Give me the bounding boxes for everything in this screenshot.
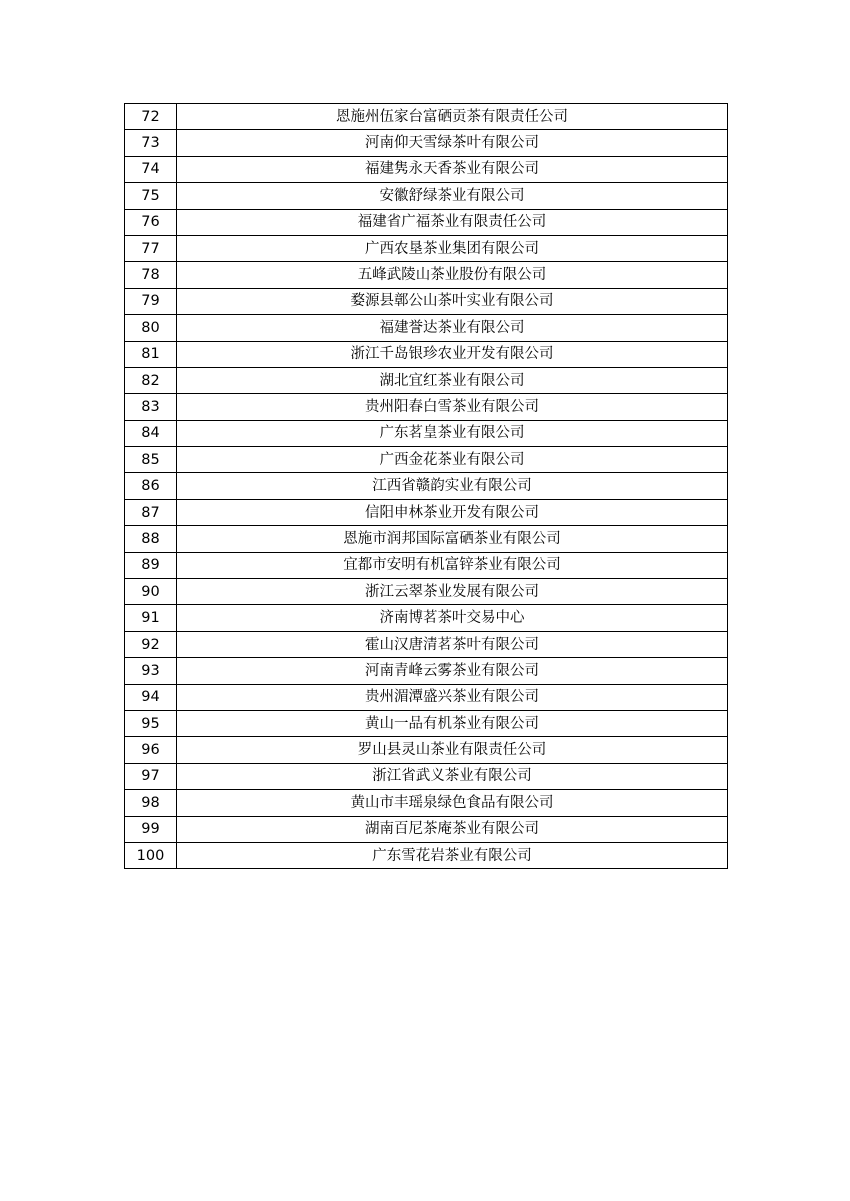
table-row <box>125 288 728 314</box>
table-row <box>125 341 728 367</box>
table-row <box>125 156 728 182</box>
table-row <box>125 209 728 235</box>
row-number: 93 <box>125 658 177 684</box>
company-name: 宜都市安明有机富锌茶业有限公司 <box>177 552 728 578</box>
company-list-table <box>124 103 728 869</box>
company-name: 五峰武陵山茶业股份有限公司 <box>177 262 728 288</box>
table-row <box>125 579 728 605</box>
company-name: 浙江省武义茶业有限公司 <box>177 763 728 789</box>
table-row <box>125 473 728 499</box>
row-number: 92 <box>125 631 177 657</box>
row-number: 76 <box>125 209 177 235</box>
table-row <box>125 816 728 842</box>
company-name: 广东茗皇茶业有限公司 <box>177 420 728 446</box>
table-row <box>125 763 728 789</box>
row-number: 97 <box>125 763 177 789</box>
table-row <box>125 631 728 657</box>
row-number: 73 <box>125 130 177 156</box>
company-name: 恩施市润邦国际富硒茶业有限公司 <box>177 526 728 552</box>
table-row <box>125 842 728 868</box>
row-number: 100 <box>125 842 177 868</box>
row-number: 74 <box>125 156 177 182</box>
company-name: 广东雪花岩茶业有限公司 <box>177 842 728 868</box>
table-row <box>125 394 728 420</box>
row-number: 98 <box>125 790 177 816</box>
row-number: 80 <box>125 315 177 341</box>
company-name: 湖北宜红茶业有限公司 <box>177 367 728 393</box>
row-number: 86 <box>125 473 177 499</box>
table-row <box>125 447 728 473</box>
company-name: 江西省赣韵实业有限公司 <box>177 473 728 499</box>
table-row <box>125 130 728 156</box>
row-number: 96 <box>125 737 177 763</box>
company-name: 黄山一品有机茶业有限公司 <box>177 710 728 736</box>
row-number: 79 <box>125 288 177 314</box>
table-row <box>125 658 728 684</box>
table-row <box>125 737 728 763</box>
company-name: 安徽舒绿茶业有限公司 <box>177 183 728 209</box>
row-number: 87 <box>125 499 177 525</box>
company-name: 浙江千岛银珍农业开发有限公司 <box>177 341 728 367</box>
row-number: 78 <box>125 262 177 288</box>
row-number: 90 <box>125 579 177 605</box>
table-row <box>125 710 728 736</box>
company-name: 婺源县鄣公山茶叶实业有限公司 <box>177 288 728 314</box>
company-name: 罗山县灵山茶业有限责任公司 <box>177 737 728 763</box>
company-name: 贵州阳春白雪茶业有限公司 <box>177 394 728 420</box>
table-row <box>125 235 728 261</box>
table-row <box>125 684 728 710</box>
table-row <box>125 315 728 341</box>
company-name: 黄山市丰瑶泉绿色食品有限公司 <box>177 790 728 816</box>
row-number: 77 <box>125 235 177 261</box>
company-name: 浙江云翠茶业发展有限公司 <box>177 579 728 605</box>
table-row <box>125 605 728 631</box>
company-name: 济南博茗茶叶交易中心 <box>177 605 728 631</box>
company-name: 恩施州伍家台富硒贡茶有限责任公司 <box>177 104 728 130</box>
row-number: 95 <box>125 710 177 736</box>
company-name: 福建隽永天香茶业有限公司 <box>177 156 728 182</box>
table-body <box>125 104 728 869</box>
company-name: 广西农垦茶业集团有限公司 <box>177 235 728 261</box>
row-number: 83 <box>125 394 177 420</box>
company-name: 河南仰天雪绿茶叶有限公司 <box>177 130 728 156</box>
table-row <box>125 552 728 578</box>
company-name: 湖南百尼茶庵茶业有限公司 <box>177 816 728 842</box>
company-name: 信阳申林茶业开发有限公司 <box>177 499 728 525</box>
row-number: 88 <box>125 526 177 552</box>
table-row <box>125 499 728 525</box>
table-row <box>125 420 728 446</box>
table-row <box>125 367 728 393</box>
table-row <box>125 183 728 209</box>
row-number: 99 <box>125 816 177 842</box>
row-number: 85 <box>125 447 177 473</box>
company-name: 贵州湄潭盛兴茶业有限公司 <box>177 684 728 710</box>
row-number: 84 <box>125 420 177 446</box>
row-number: 91 <box>125 605 177 631</box>
row-number: 81 <box>125 341 177 367</box>
company-name: 河南青峰云雾茶业有限公司 <box>177 658 728 684</box>
row-number: 94 <box>125 684 177 710</box>
company-name: 广西金花茶业有限公司 <box>177 447 728 473</box>
company-name: 霍山汉唐清茗茶叶有限公司 <box>177 631 728 657</box>
row-number: 82 <box>125 367 177 393</box>
row-number: 72 <box>125 104 177 130</box>
company-name: 福建省广福茶业有限责任公司 <box>177 209 728 235</box>
table-row <box>125 526 728 552</box>
table-row <box>125 104 728 130</box>
table-row <box>125 790 728 816</box>
row-number: 75 <box>125 183 177 209</box>
row-number: 89 <box>125 552 177 578</box>
table-row <box>125 262 728 288</box>
company-name: 福建誉达茶业有限公司 <box>177 315 728 341</box>
